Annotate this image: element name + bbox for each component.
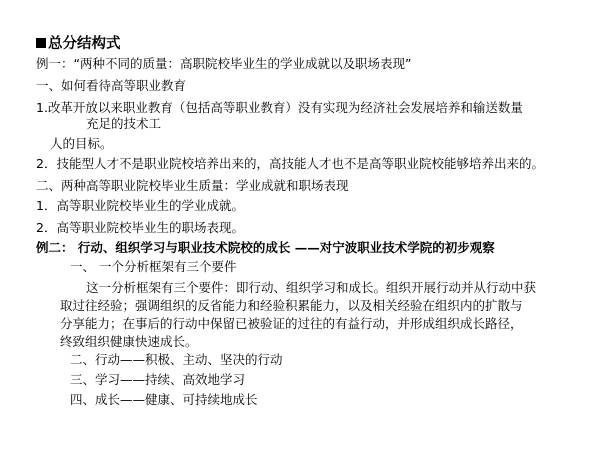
example1-title: 例一：“两种不同的质量：高职院校毕业生的学业成就以及职场表现” — [36, 56, 412, 71]
example2-para-line3: 分享能力；在事后的行动中保留已被验证的过往的有益行动，并形成组织成长路径， — [60, 316, 523, 331]
example2-title: 例二： 行动、组织学习与职业技术院校的成长 ——对宁波职业技术学院的初步观察 — [36, 240, 495, 255]
example2-para-line1: 这一分析框架有三个要件：即行动、组织学习和成长。组织开展行动并从行动中获 — [86, 280, 537, 295]
example2-para-line2: 取过往经验；强调组织的反省能力和经验积累能力，以及相关经验在组织内的扩散与 — [60, 298, 523, 313]
example2-section1: 一、 一个分析框架有三个要件 — [70, 259, 237, 274]
example1-item4: 2．高等职业院校毕业生的职场表现。 — [36, 220, 244, 235]
section-heading — [36, 36, 121, 52]
example1-section2: 二、两种高等职业院校毕业生质量：学业成就和职场表现 — [36, 178, 349, 193]
square-bullet-icon — [36, 38, 46, 48]
example1-item2: 2．技能型人才不是职业院校培养出来的，高技能人才也不是高等职业院校能够培养出来的。 — [36, 156, 544, 171]
example2-section2: 二、行动——积极、主动、坚决的行动 — [70, 352, 283, 367]
example2-section4: 四、成长——健康、可持续地成长 — [70, 392, 258, 407]
example1-item1-line2: 充足的技术工 — [86, 116, 162, 131]
example1-section1: 一、如何看待高等职业教育 — [36, 78, 187, 93]
example2-section3: 三、学习——持续、高效地学习 — [70, 372, 246, 387]
example1-item1-line3: 人的目标。 — [50, 136, 113, 151]
example2-para-line4: 终致组织健康快速成长。 — [60, 334, 198, 349]
example1-item3: 1．高等职业院校毕业生的学业成就。 — [36, 198, 244, 213]
example1-item1-line1: 1.改革开放以来职业教育（包括高等职业教育）没有实现为经济社会发展培养和输送数量 — [36, 100, 523, 115]
heading-text: 总分结构式 — [48, 36, 121, 52]
